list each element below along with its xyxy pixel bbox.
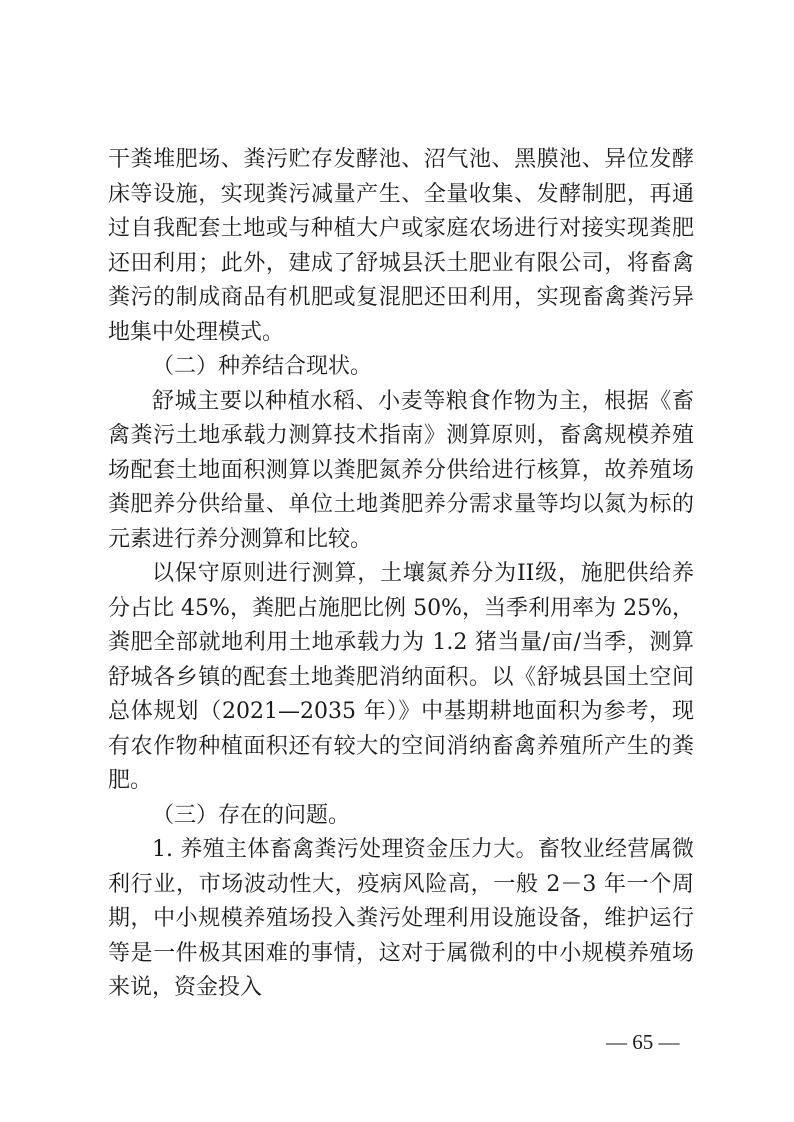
page-number: — 65 —: [606, 1030, 680, 1054]
paragraph-calculation: 以保守原则进行测算，土壤氮养分为II级，施肥供给养分占比 45%，粪肥占施肥比例 50%，当季利用率为 25%，粪肥全部就地利用土地承载力为 1.2 猪当量/亩/当季，测算舒城各乡镇的配套土地粪肥消纳面积。以《舒城县国土空间总体规划（2021—2035 年）》中基期耕地面积为参考，现有农作物种植面积还有较大的空间消纳畜禽养殖所产生的粪肥。: [108, 561, 694, 793]
section-heading-2: （二）种养结合现状。: [152, 354, 373, 379]
paragraph-planting-breeding: 舒城主要以种植水稻、小麦等粮食作物为主，根据《畜禽粪污土地承载力测算技术指南》测算原则，畜禽规模养殖场配套土地面积测算以粪肥氮养分供给进行核算，故养殖场粪肥养分供给量、单位土地粪肥养分需求量等均以氮为标的元素进行养分测算和比较。: [108, 388, 694, 552]
paragraph-continuation: 干粪堆肥场、粪污贮存发酵池、沼气池、黑膜池、异位发酵床等设施，实现粪污减量产生、全量收集、发酵制肥，再通过自我配套土地或与种植大户或家庭农场进行对接实现粪肥还田利用；此外，建成了舒城县沃土肥业有限公司，将畜禽粪污的制成商品有机肥或复混肥还田利用，实现畜禽粪污异地集中处理模式。: [108, 147, 694, 345]
section-heading-3: （三）存在的问题。: [152, 802, 351, 828]
paragraph-problem-1: 1. 养殖主体畜禽粪污处理资金压力大。畜牧业经营属微利行业，市场波动性大，疫病风险高，一般 2－3 年一个周期，中小规模养殖场投入粪污处理利用设施设备，维护运行等是一件极其困难的事情，这对于属微利的中小规模养殖场来说，资金投入: [108, 837, 694, 1000]
body-text: [108, 143, 694, 1006]
